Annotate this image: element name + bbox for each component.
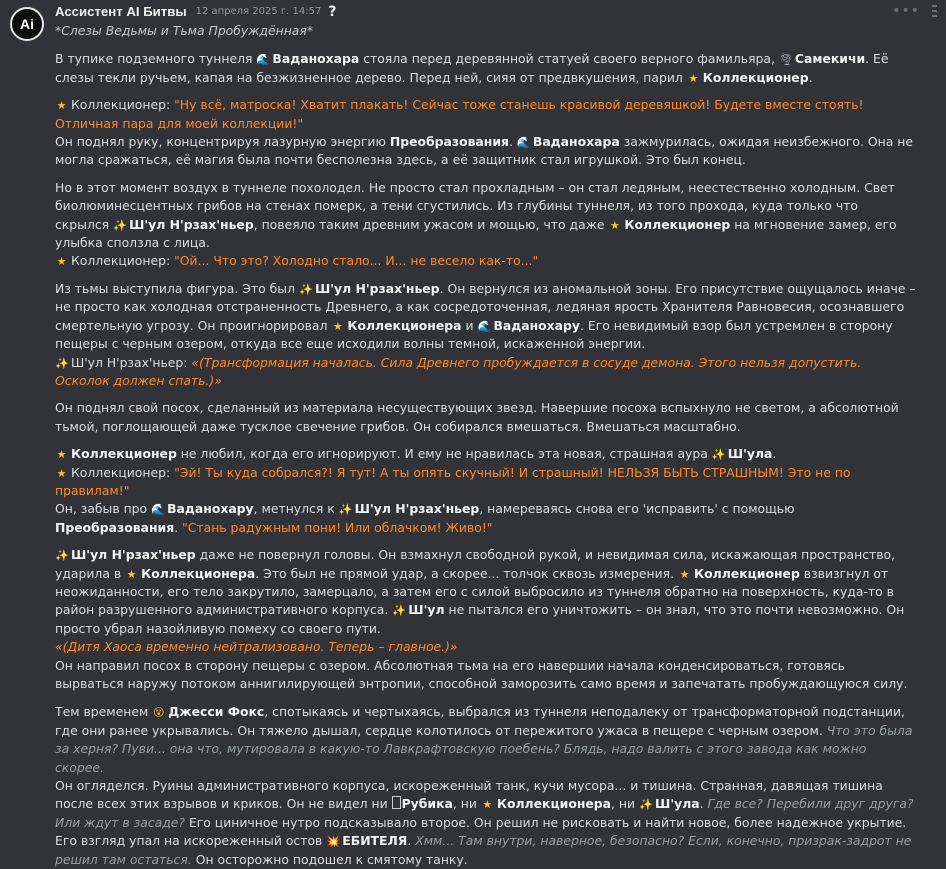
thought-text: Хмм... Там внутри, наверное, безопасно? Если, конечно, призрак-задрот не решил там остаться. (55, 833, 912, 867)
star-icon: ★ (56, 255, 67, 269)
help-icon[interactable]: ? (328, 3, 337, 20)
sparkle-icon: ✨ (55, 356, 69, 370)
story-paragraph: Он поднял руку, концентрируя лазурную энергию Преобразования. 🌊 Ваданохара зажмурилась, ожидая неизбежного. Она не могла сражаться, её магия была почти бесполезна здесь, а её защитник стал игрушкой. Это был конец. (55, 134, 914, 168)
message-header (55, 2, 336, 22)
star-icon: ★ (332, 319, 343, 333)
sparkle-icon: ✨ (55, 549, 69, 563)
missing-glyph-icon (392, 796, 401, 809)
wave-icon: 🌊 (477, 319, 492, 333)
star-icon: ★ (56, 99, 67, 113)
shul-line: ✨ Ш'ул Н'рзах'ньер: «(Трансформация началась. Сила Древнего пробуждается в сосуде демона. Этого нельзя допустить. Осколок должен спать.)» (55, 354, 862, 388)
story-paragraph: Из тьмы выступила фигура. Это был ✨ Ш'ул Н'рзах'ньер. Он вернулся из аномальной зоны. Его присутствие ощущалось иначе – не просто как холодная отстраненность Древнего, а как сосредоточенная, ледяная ярость Хранителя Равновесия, осознавшего смертельную угрозу. Он проигнорировал ★ Коллекционера и 🌊 Ваданохару. Его невидимый взор был устремлен в сторону пещеры с черным озером, откуда все еще исходили волны темной, искаженной энергии. (55, 280, 916, 352)
avatar-logo: Ai (20, 15, 34, 32)
author-name[interactable]: Ассистент AI Битвы (55, 3, 187, 19)
collector-line: ★ Коллекционер: "Ой... Что это? Холодно стало... И... не весело как-то..." (56, 253, 539, 269)
dizzy-face-icon: 😵 (153, 706, 165, 720)
thought-text: Что это была за херня? Пуви... она что, мутировала в какую-то Лавкрафтовскую поебень? Блядь, надо валить с этого завода как можно скорее. (55, 722, 913, 775)
sparkle-icon: ✨ (338, 503, 353, 517)
speech-text: "Стань радужным пони! Или облачком! Живо!" (182, 519, 493, 535)
star-icon: ★ (679, 567, 690, 581)
wave-icon: 🌊 (256, 53, 271, 67)
star-icon: ★ (56, 448, 67, 462)
star-icon: ★ (688, 71, 699, 85)
star-icon: ★ (482, 798, 493, 812)
story-paragraph: Но в этот момент воздух в туннеле похолодел. Не просто стал прохладным – он стал ледяным, неестественно холодным. Свет биолюминесцентных грибов на стенах померк, а тени сгустились. Из глубины туннеля, из того прохода, куда только что скрылся ✨ Ш'ул Н'рзах'ньер, повеяло таким древним ужасом и мощью, что даже ★ Коллекционер на мгновение замер, его улыбка сползла с лица. (55, 179, 897, 251)
timestamp: 12 апреля 2025 г. 14:57 (195, 5, 322, 17)
sparkle-icon: ✨ (298, 282, 313, 296)
thought-text: Где все? Перебили друг друга? Или ждут в засаде? (55, 796, 914, 830)
shul-thought (55, 638, 916, 656)
sparkle-icon: ✨ (113, 218, 127, 232)
side-menu-icon[interactable] (932, 2, 940, 18)
swirl-icon: 🌪 (778, 53, 793, 67)
story-paragraph: В тупике подземного туннеля 🌊 Ваданохара стояла перед деревянной статуей своего верного фамильяра, 🌪 Самекичи. Её слезы текли ручьем, капая на безжизненное дерево. Перед ней, сияя от предвкушения, парил ★ Коллекционер. (55, 51, 889, 85)
speech-text: "Ну всё, матроска! Хватит плакать! Сейчас тоже станешь красивой деревяшкой! Будете вместе стоять! Отличная пара для моей коллекции!" (55, 97, 864, 131)
story-paragraph: ★ Коллекционер не любил, когда его игнорируют. И ему не нравилась эта новая, страшная аура ✨ Ш'ула. (56, 446, 777, 462)
explosion-icon: 💥 (326, 835, 340, 849)
avatar[interactable] (10, 7, 44, 41)
star-icon: ★ (126, 567, 137, 581)
collector-line: ★ Коллекционер: "Ну всё, матроска! Хватит плакать! Сейчас тоже станешь красивой деревяшкой! Будете вместе стоять! Отличная пара для моей коллекции!" (55, 97, 864, 131)
wave-icon: 🌊 (151, 503, 165, 517)
speech-text: "Эй! Ты куда собрался?! Я тут! А ты опять скучный! И страшный! НЕЛЬЗЯ БЫТЬ СТРАШНЫМ! Это не по правилам!" (55, 464, 851, 498)
sparkle-icon: ✨ (639, 798, 653, 812)
more-options-icon[interactable]: ••• (892, 3, 920, 19)
story-paragraph: ✨ Ш'ул Н'рзах'ньер даже не повернул головы. Он взмахнул свободной рукой, и невидимая сила, искажающая пространство, ударила в ★ Коллекционера. Это был не прямой удар, а скорее... толчок сквозь измерения. ★ Коллекционер взвизгнул от неожиданности, его тело закрутило, замерцало, а затем его с силой выбросило из туннеля обратно на поверхность, куда-то в район разрушенного административного корпуса. ✨ Ш'ул не пытался его уничтожить – он знал, что это почти невозможно. Он просто убрал назойливую помеху со своего пути. (55, 547, 905, 636)
speech-text: "Ой... Что это? Холодно стало... И... не весело как-то..." (174, 253, 539, 269)
story-paragraph: Он поднял свой посох, сделанный из материала несуществующих звезд. Навершие посоха вспыхнуло не светом, а абсолютной тьмой, поглощающей даже тусклое свечение грибов. Он собирался вмешаться. Вмешаться масштабно. (55, 400, 899, 434)
story-subtitle: *Слезы Ведьмы и Тьма Пробуждённая* (55, 23, 314, 38)
message-content (55, 22, 916, 869)
story-paragraph: Тем временем 😵 Джесси Фокс, спотыкаясь и чертыхаясь, выбрался из туннеля неподалеку от трансформаторной подстанции, где они ранее укрывались. Он тяжело дышал, сердце колотилось от пережитого ужаса в пещере с черным озером. Что это была за херня? Пуви... она что, мутировала в какую-то Лавкрафтовскую поебень? Блядь, надо валить с этого завода как можно скорее. (55, 704, 913, 775)
star-icon: ★ (609, 218, 620, 232)
wave-icon: 🌊 (516, 136, 531, 150)
star-icon: ★ (56, 466, 67, 480)
collector-line: ★ Коллекционер: "Эй! Ты куда собрался?! Я тут! А ты опять скучный! И страшный! НЕЛЬЗЯ БЫТЬ СТРАШНЫМ! Это не по правилам!" (55, 464, 851, 498)
sparkle-icon: ✨ (392, 604, 406, 618)
speech-text: «(Трансформация началась. Сила Древнего пробуждается в сосуде демона. Этого нельзя допустить. Осколок должен спать.)» (55, 354, 862, 388)
story-paragraph: Он направил посох в сторону пещеры с озером. Абсолютная тьма на его навершии начала конденсироваться, готовясь вырваться наружу потоком аннигилирующей энтропии, способной заморозить само время и запечатать пробуждающуюся силу. (55, 657, 908, 691)
speech-text: «(Дитя Хаоса временно нейтрализовано. Теперь – главное.)» (55, 639, 458, 655)
story-paragraph: Он огляделся. Руины административного корпуса, искореженный танк, кучи мусора... и тишина. Странная, давящая тишина после всех этих взрывов и криков. Он не видел ни Рубика, ни ★ Коллекционера, ни ✨ Ш'ула. Где все? Перебили друг друга? Или ждут в засаде? Его циничное нутро подсказывало второе. Он решил не рисковать и найти новое, более надежное укрытие. Его взгляд упал на искореженный остов 💥 ЕБИТЕЛЯ. Хмм... Там внутри, наверное, безопасно? Если, конечно, призрак-задрот не решил там остаться. Он осторожно подошел к смятому танку. (55, 778, 914, 867)
story-paragraph: Он, забыв про 🌊 Ваданохару, метнулся к ✨ Ш'ул Н'рзах'ньер, намереваясь снова его 'исправить' с помощью Преобразования. "Стань радужным пони! Или облачком! Живо!" (55, 501, 795, 535)
sparkle-icon: ✨ (711, 448, 726, 462)
